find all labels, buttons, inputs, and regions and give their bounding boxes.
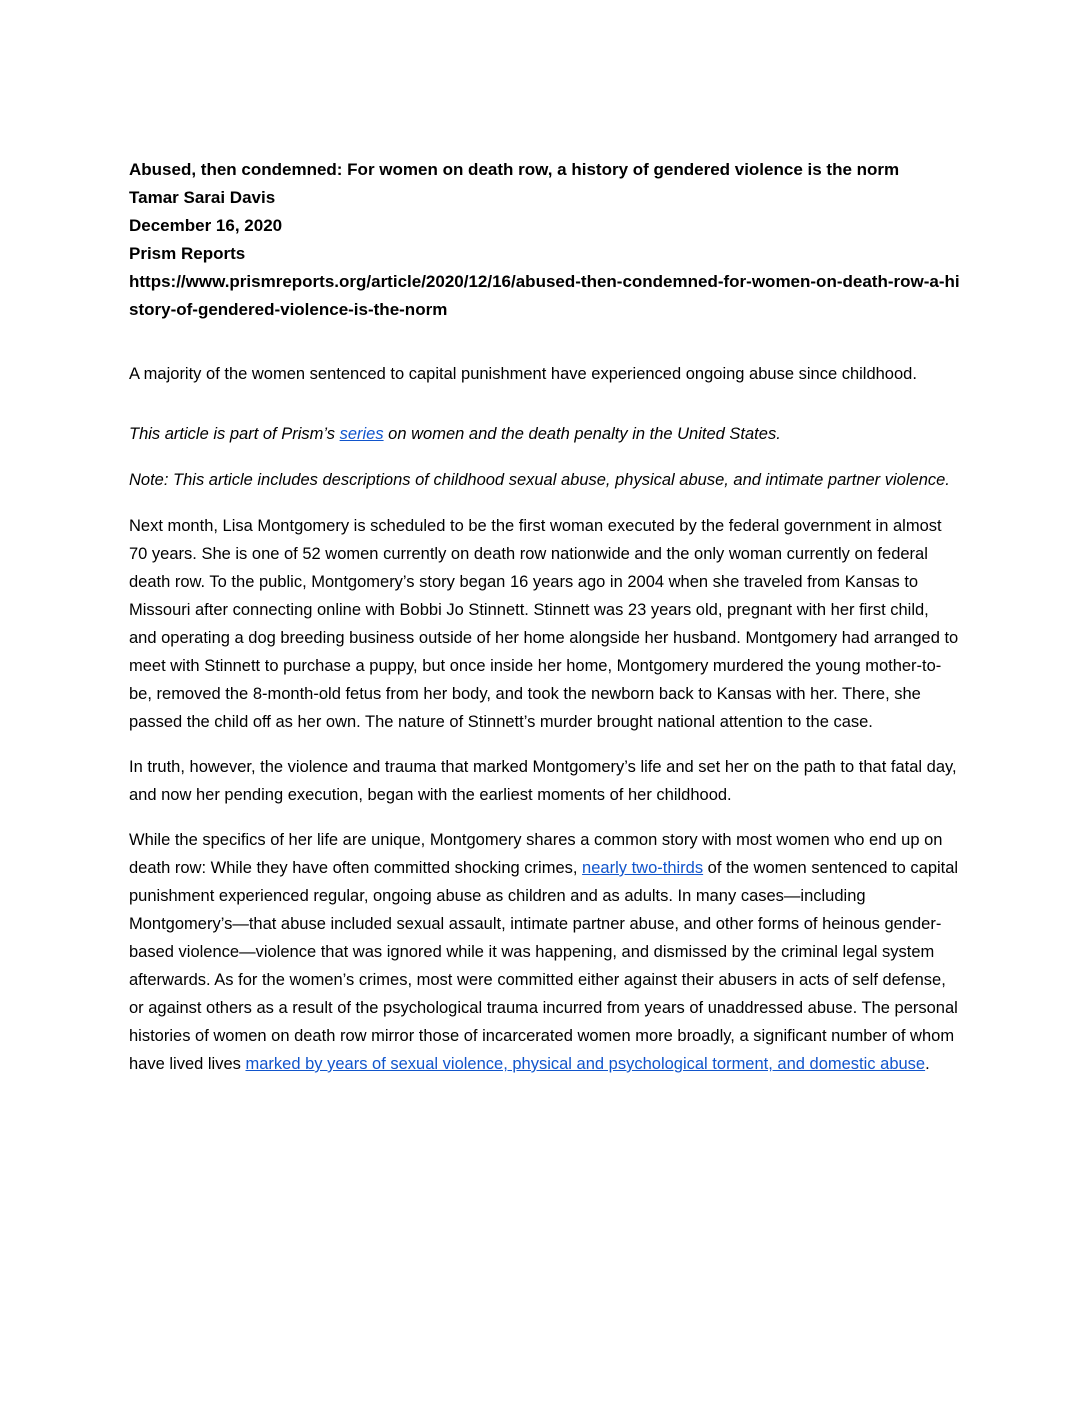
article-header [129, 156, 960, 324]
series-note-text-after: on women and the death penalty in the United States. [383, 425, 781, 443]
nearly-two-thirds-link[interactable]: nearly two-thirds [582, 859, 704, 877]
marked-by-years-link[interactable]: marked by years of sexual violence, physical and psychological torment, and domestic abuse [245, 1055, 926, 1073]
article-subtitle: A majority of the women sentenced to capital punishment have experienced ongoing abuse since childhood. [129, 365, 917, 383]
article-date: December 16, 2020 [129, 216, 283, 235]
content-note-paragraph: Note: This article includes descriptions of childhood sexual abuse, physical abuse, and intimate partner violence. [129, 471, 950, 489]
article-author: Tamar Sarai Davis [129, 188, 276, 207]
series-note-text-before: This article is part of Prism’s [129, 425, 340, 443]
common-story-text-2: of the women sentenced to capital punishment experienced regular, ongoing abuse as children and as adults. In many cases—including Montgomery’s—that abuse included sexual assault, intimate partner abuse, and other forms of heinous gender-based violence—violence that was ignored while it was happening, and dismissed by the criminal legal system afterwards. As for the women’s crimes, most were committed either against their abusers in acts of self defense, or against others as a result of the psychological trauma incurred from years of unaddressed abuse. The personal histories of women on death row mirror those of incarcerated women more broadly, a significant number of whom have lived lives [129, 859, 959, 1073]
common-story-text-1: While the specifics of her life are unique, Montgomery shares a common story with most women who end up on death row: While they have often committed shocking crimes, [129, 831, 943, 877]
series-link[interactable]: series [339, 425, 384, 443]
paragraph-in-truth: In truth, however, the violence and trauma that marked Montgomery’s life and set her on the path to that fatal day, and now her pending execution, began with the earliest moments of her childhood. [129, 758, 957, 804]
series-note-paragraph [129, 420, 960, 448]
article-title: Abused, then condemned: For women on death row, a history of gendered violence is the norm [129, 160, 900, 179]
paragraph-montgomery-case: Next month, Lisa Montgomery is scheduled to be the first woman executed by the federal government in almost 70 years. She is one of 52 women currently on death row nationwide and the only woman currently on federal death row. To the public, Montgomery’s story began 16 years ago in 2004 when she traveled from Kansas to Missouri after connecting online with Bobbi Jo Stinnett. Stinnett was 23 years old, pregnant with her first child, and operating a dog breeding business outside of her home alongside her husband. Montgomery had arranged to meet with Stinnett to purchase a puppy, but once inside her home, Montgomery murdered the young mother-to-be, removed the 8-month-old fetus from her body, and took the newborn back to Kansas with her. There, she passed the child off as her own. The nature of Stinnett’s murder brought national attention to the case. [129, 517, 959, 731]
paragraph-common-story [129, 826, 960, 1078]
common-story-text-3: . [925, 1055, 930, 1073]
article-url: https://www.prismreports.org/article/2020/12/16/abused-then-condemned-for-women-on-death-row-a-history-of-gendered-violence-is-the-norm [129, 272, 960, 319]
article-publication: Prism Reports [129, 244, 246, 263]
